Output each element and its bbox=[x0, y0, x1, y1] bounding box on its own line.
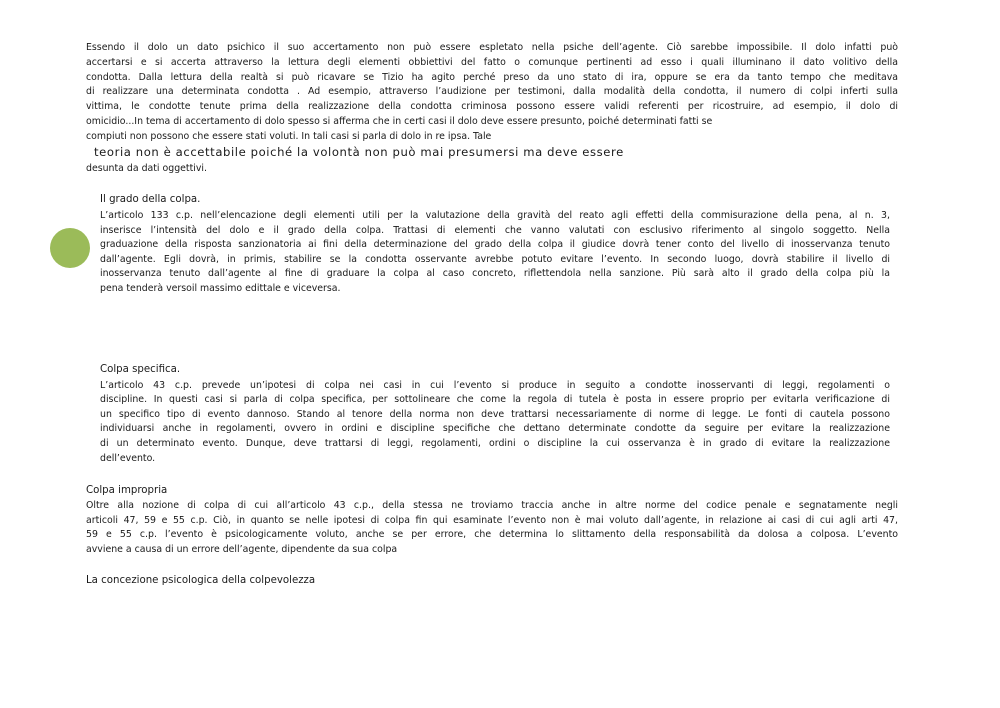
impropria-line-2: articoli 47, 59 e 55 c.p. Ciò, in quanto se nelle ipotesi di colpa fin qui esaminate l’evento non è mai voluto dall’agente, in relazione ai casi di cui agli arti 47, bbox=[86, 515, 898, 526]
grado-line-3: graduazione della risposta sanzionatoria ai fini della determinazione del grado della colpa il giudice dovrà tener conto del livello di inosservanza tenuto bbox=[100, 239, 890, 250]
impropria-line-4: avviene a causa di un errore dell’agente, dipendente da sua colpa bbox=[86, 544, 398, 555]
intro-line-2: accertarsi e si accerta attraverso la lettura degli elementi obbiettivi del fatto o comunque pertinenti ad esso i quali illuminano il dato volitivo della bbox=[86, 57, 898, 68]
intro-line-7: compiuti non possono che essere stati voluti. In tali casi si parla di dolo in re ipsa. Tale bbox=[86, 131, 492, 142]
intro-line-9: desunta da dati oggettivi. bbox=[86, 163, 208, 174]
intro-line-5: vittima, le condotte tenute prima della realizzazione della condotta criminosa possono essere validi referenti per ricostruire, ad esempio, il dolo di bbox=[86, 101, 898, 112]
specifica-line-6: dell’evento. bbox=[100, 453, 156, 464]
impropria-title: Colpa impropria bbox=[86, 485, 168, 496]
specifica-line-2: discipline. In questi casi si parla di colpa specifica, per sottolineare che come la regola di tutela è posta in essere proprio per evitarla verificazione di bbox=[100, 394, 890, 405]
grado-line-5: inosservanza tenuto dall’agente al fine di graduare la colpa al caso concreto, riflettendola nella sanzione. Più sarà alto il grado della colpa più la bbox=[100, 268, 890, 279]
impropria-line-3: 59 e 55 c.p. l’evento è psicologicamente voluto, anche se per errore, che determina lo slittamento della responsabilità da dolosa a colposa. L’evento bbox=[86, 529, 898, 540]
grado-line-6: pena tenderà versoil massimo edittale e viceversa. bbox=[100, 283, 341, 294]
specifica-title: Colpa specifica. bbox=[100, 364, 181, 375]
grado-line-2: inserisce l’intensità del dolo e il grado della colpa. Trattasi di elementi che vanno valutati con esclusivo riferimento al singolo soggetto. Nella bbox=[100, 225, 890, 236]
intro-line-4: di realizzare una determinata condotta . Ad esempio, attraverso l’audizione per testimoni, dalla modalità della condotta, il numero di colpi inferti sulla bbox=[86, 86, 898, 97]
green-circle-bullet bbox=[50, 228, 90, 268]
specifica-line-5: di un determinato evento. Dunque, deve trattarsi di leggi, regolamenti, ordini o discipline la cui osservanza è in grado di evitare la realizzazione bbox=[100, 438, 890, 449]
specifica-line-3: un specifico tipo di evento dannoso. Stando al tenore della norma non deve trattarsi necessariamente di norme di legge. Le fonti di cautela possono bbox=[100, 409, 890, 420]
specifica-line-4: individuarsi anche in regolamenti, ovvero in ordini e discipline specifiche che dettano determinate condotte da seguire per evitare la realizzazione bbox=[100, 423, 890, 434]
grado-title: Il grado della colpa. bbox=[100, 194, 201, 205]
impropria-line-1: Oltre alla nozione di colpa di cui all’articolo 43 c.p., della stessa ne troviamo traccia anche in altre norme del codice penale e segnatamente negli bbox=[86, 500, 898, 511]
psicologica-title: La concezione psicologica della colpevolezza bbox=[86, 575, 316, 586]
intro-line-6: omicidio...In tema di accertamento di dolo spesso si afferma che in certi casi il dolo deve essere presunto, poiché determinati fatti se bbox=[86, 116, 713, 127]
grado-line-1: L’articolo 133 c.p. nell’elencazione degli elementi utili per la valutazione della gravità del reato agli effetti della commisurazione della pena, al n. 3, bbox=[100, 210, 890, 221]
specifica-line-1: L’articolo 43 c.p. prevede un’ipotesi di colpa nei casi in cui l’evento si produce in seguito a condotte inosservanti di leggi, regolamenti o bbox=[100, 380, 890, 391]
grado-line-4: dall’agente. Egli dovrà, in primis, stabilire se la condotta osservante avrebbe potuto evitare l’evento. In secondo luogo, dovrà stabilire il livello di bbox=[100, 254, 890, 265]
intro-line-3: condotta. Dalla lettura della realtà si può ricavare se Tizio ha agito perché preso da uno stato di ira, oppure se era da tanto tempo che meditava bbox=[86, 72, 898, 83]
intro-line-1: Essendo il dolo un dato psichico il suo accertamento non può essere espletato nella psiche dell’agente. Ciò sarebbe impossibile. Il dolo infatti può bbox=[86, 42, 898, 53]
intro-line-8: teoria non è accettabile poiché la volontà non può mai presumersi ma deve essere bbox=[94, 145, 624, 159]
